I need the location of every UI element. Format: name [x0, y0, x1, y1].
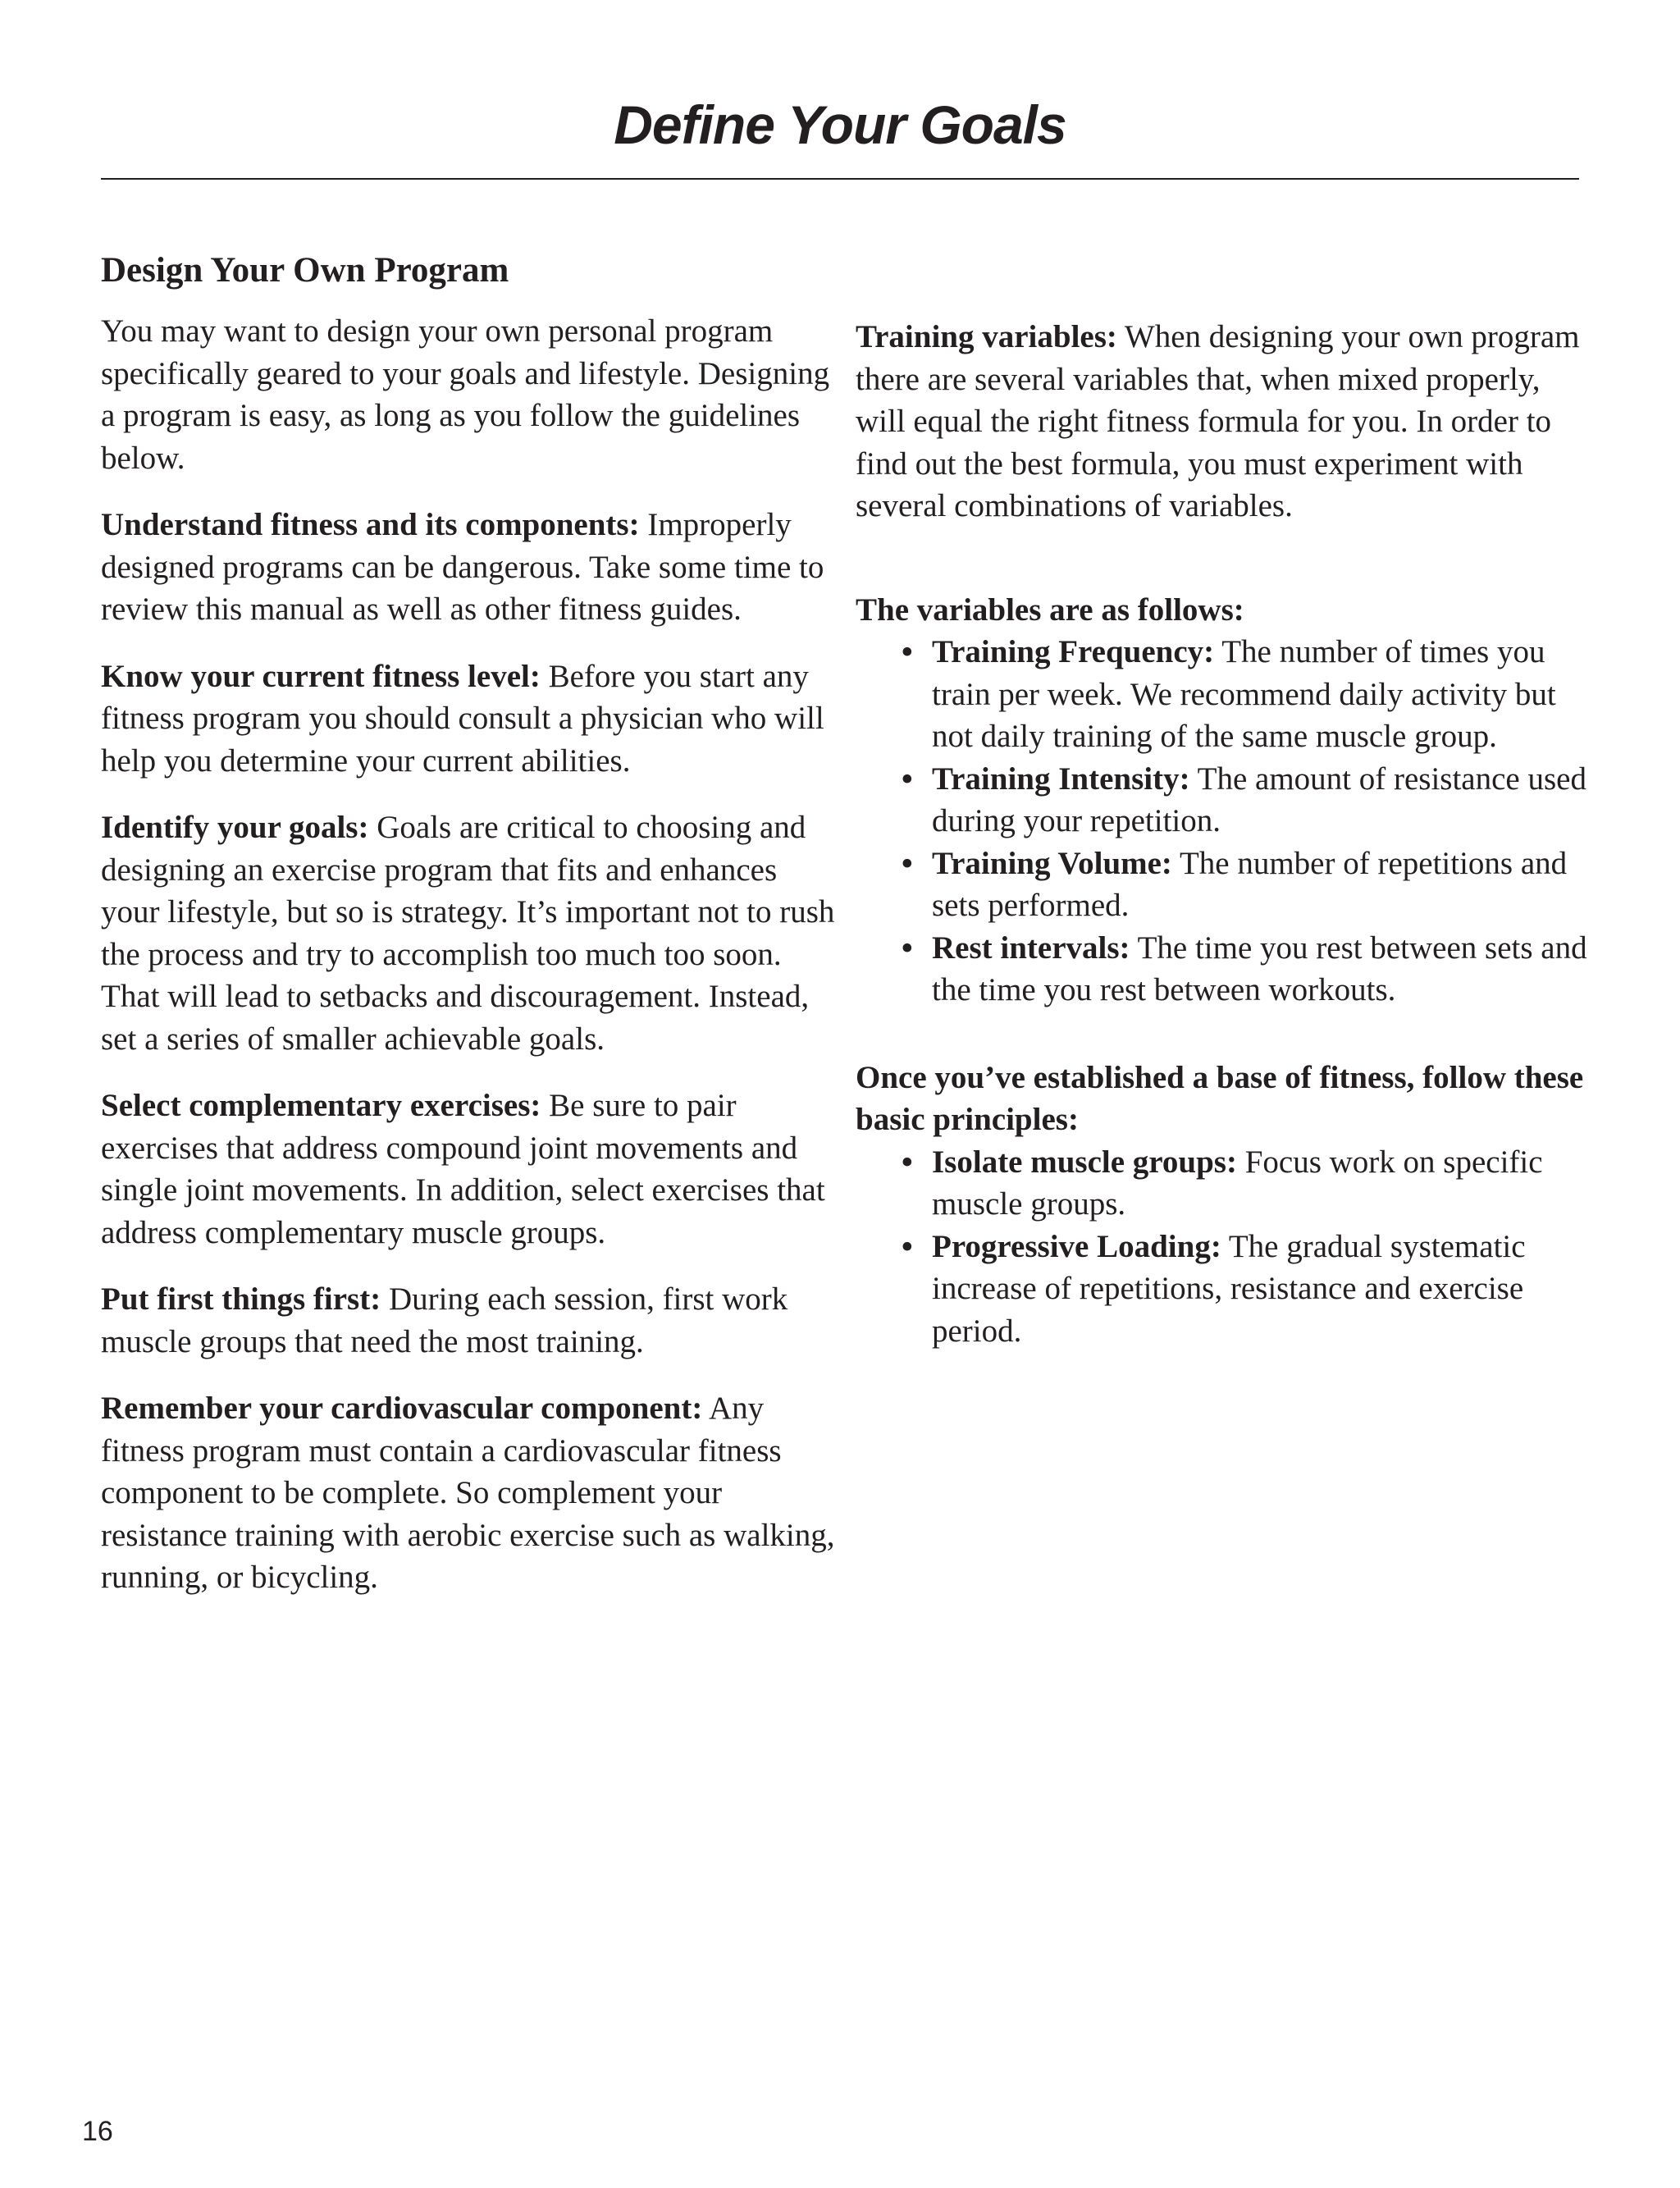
spacer [856, 528, 1594, 589]
title-divider [101, 178, 1579, 180]
guideline-lead: Know your current fitness level: [101, 658, 541, 694]
intro-paragraph: You may want to design your own personal program specifically geared to your goals and lifestyle. Designing a program is easy, as long as you follow the guidelines below. [101, 313, 830, 476]
bullet-icon: • [902, 1144, 913, 1180]
principles-list [856, 1141, 1594, 1353]
guideline-text: Improperly designed programs can be dangerous. Take some time to review this manual as well as other fitness guides. [101, 507, 824, 627]
training-variables-text: When designing your own program there are several variables that, when mixed properly, will equal the right fitness formula for you. In order to find out the best formula, you must experiment with several combinations of variables. [856, 319, 1580, 523]
bullet-icon: • [902, 1228, 913, 1264]
principles-heading: Once you’ve established a base of fitness, follow these basic principles: [856, 1059, 1584, 1137]
right-column [856, 316, 1594, 1352]
variable-text: The number of repetitions and sets performed. [932, 845, 1568, 923]
section-heading: Design Your Own Program [101, 251, 509, 290]
variable-text: The number of times you train per week. We recommend daily activity but not daily training of the same muscle group. [932, 634, 1556, 754]
training-variables-paragraph [856, 316, 1594, 528]
bullet-icon: • [902, 761, 913, 797]
page-title: Define Your Goals [614, 94, 1066, 155]
training-variables-lead: Training variables: [856, 319, 1117, 354]
bullet-icon: • [902, 845, 913, 881]
bullet-icon: • [902, 930, 913, 966]
principle-name: Isolate muscle groups: [932, 1144, 1237, 1180]
variable-name: Rest intervals: [932, 930, 1130, 966]
list-item [856, 631, 1594, 758]
guideline-text: Before you start any fitness program you should consult a physician who will help you determine your current abilities. [101, 658, 824, 779]
guideline-text: Goals are critical to choosing and designing an exercise program that fits and enhances your lifestyle, but so is strategy. It’s important not to rush the process and try to accomplish too much too soon. That will lead to setbacks and discouragement. Instead, set a series of smaller achievable goals. [101, 810, 835, 1057]
bullet-icon: • [902, 634, 913, 669]
guideline-lead: Understand fitness and its components: [101, 507, 640, 542]
guideline-lead: Remember your cardiovascular component: [101, 1391, 703, 1426]
list-item [856, 758, 1594, 843]
list-item [856, 1141, 1594, 1226]
guideline-understand-fitness [101, 504, 839, 631]
guideline-cardiovascular [101, 1387, 839, 1599]
guideline-lead: Identify your goals: [101, 810, 369, 845]
guideline-first-things-first [101, 1278, 839, 1363]
variable-name: Training Intensity: [932, 761, 1190, 797]
guideline-lead: Put first things first: [101, 1281, 381, 1317]
guideline-text: Be sure to pair exercises that address compound joint movements and single joint movements. In addition, select exercises that address complementary muscle groups. [101, 1088, 825, 1250]
variables-list [856, 631, 1594, 1012]
list-item [856, 843, 1594, 927]
principle-text: The gradual systematic increase of repetitions, resistance and exercise period. [932, 1228, 1526, 1349]
guideline-identify-goals [101, 806, 839, 1060]
page-number: 16 [82, 2116, 113, 2147]
variable-text: The amount of resistance used during your repetition. [932, 761, 1586, 838]
guideline-current-level [101, 655, 839, 783]
variable-name: Training Volume: [932, 845, 1172, 881]
guideline-text: Any fitness program must contain a cardiovascular fitness component to be complete. So complement your resistance training with aerobic exercise such as walking, running, or bicycling. [101, 1391, 835, 1595]
list-item [856, 1226, 1594, 1353]
guideline-complementary-exercises [101, 1085, 839, 1254]
variable-name: Training Frequency: [932, 634, 1215, 669]
left-column [101, 246, 839, 1624]
guideline-lead: Select complementary exercises: [101, 1088, 541, 1123]
principle-text: Focus work on specific muscle groups. [932, 1144, 1543, 1222]
variable-text: The time you rest between sets and the time you rest between workouts. [932, 930, 1587, 1007]
list-item [856, 927, 1594, 1012]
guideline-text: During each session, first work muscle groups that need the most training. [101, 1281, 788, 1359]
variables-heading: The variables are as follows: [856, 592, 1244, 628]
spacer [856, 1012, 1594, 1057]
principle-name: Progressive Loading: [932, 1228, 1221, 1264]
